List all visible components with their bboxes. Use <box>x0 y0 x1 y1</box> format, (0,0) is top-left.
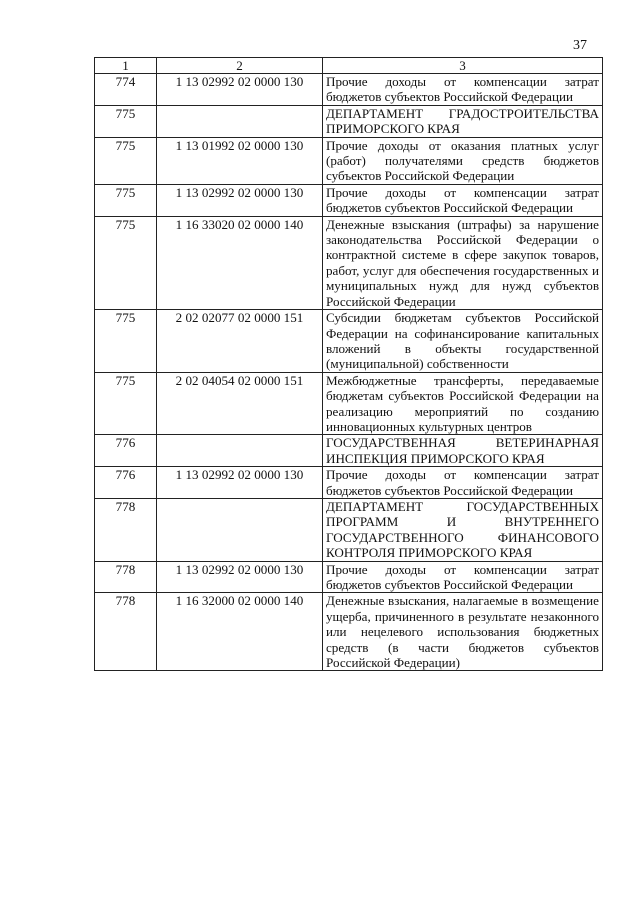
table-row <box>95 137 603 184</box>
revenue-code-cell: 1 16 33020 02 0000 140 <box>157 216 323 309</box>
department-name-cell: ДЕПАРТАМЕНТ ГРАДОСТРОИТЕЛЬСТВА ПРИМОРСКОГО КРАЯ <box>323 105 603 137</box>
revenue-code-cell <box>157 435 323 467</box>
table-row <box>95 74 603 106</box>
revenue-code-cell: 2 02 04054 02 0000 151 <box>157 372 323 435</box>
table-row <box>95 593 603 671</box>
admin-code-cell: 775 <box>95 310 157 373</box>
revenue-code-cell <box>157 105 323 137</box>
revenue-name-cell: Прочие доходы от компенсации затрат бюджетов субъектов Российской Федерации <box>323 74 603 106</box>
admin-code-cell: 778 <box>95 498 157 561</box>
table-row <box>95 561 603 593</box>
revenue-name-cell: Прочие доходы от компенсации затрат бюджетов субъектов Российской Федерации <box>323 561 603 593</box>
page-number: 37 <box>573 38 587 53</box>
admin-code-cell: 775 <box>95 184 157 216</box>
admin-code-cell: 776 <box>95 435 157 467</box>
department-name-cell: ГОСУДАРСТВЕННАЯ ВЕТЕРИНАРНАЯ ИНСПЕКЦИЯ ПРИМОРСКОГО КРАЯ <box>323 435 603 467</box>
admin-code-cell: 775 <box>95 137 157 184</box>
admin-code-cell: 774 <box>95 74 157 106</box>
revenue-code-cell: 1 13 01992 02 0000 130 <box>157 137 323 184</box>
table-row <box>95 184 603 216</box>
revenue-code-cell: 1 13 02992 02 0000 130 <box>157 467 323 499</box>
admin-code-cell: 775 <box>95 105 157 137</box>
revenue-code-cell: 2 02 02077 02 0000 151 <box>157 310 323 373</box>
revenue-name-cell: Прочие доходы от компенсации затрат бюджетов субъектов Российской Федерации <box>323 184 603 216</box>
admin-code-cell: 775 <box>95 216 157 309</box>
revenue-name-cell: Денежные взыскания, налагаемые в возмещение ущерба, причиненного в результате незаконного или нецелевого использования бюджетных средств (в части бюджетов субъектов Российской Федерации) <box>323 593 603 671</box>
table-row <box>95 467 603 499</box>
table-header-row <box>95 58 603 74</box>
column-header: 3 <box>323 58 603 74</box>
revenue-name-cell: Межбюджетные трансферты, передаваемые бюджетам субъектов Российской Федерации на реализацию мероприятий по созданию инновационных культурных центров <box>323 372 603 435</box>
column-header: 1 <box>95 58 157 74</box>
revenue-name-cell: Субсидии бюджетам субъектов Российской Федерации на софинансирование капитальных вложений в объекты государственной (муниципальной) собственности <box>323 310 603 373</box>
revenue-name-cell: Прочие доходы от оказания платных услуг (работ) получателями средств бюджетов субъектов Российской Федерации <box>323 137 603 184</box>
revenue-code-cell: 1 13 02992 02 0000 130 <box>157 184 323 216</box>
admin-code-cell: 778 <box>95 561 157 593</box>
admin-code-cell: 775 <box>95 372 157 435</box>
admin-code-cell: 778 <box>95 593 157 671</box>
table-row <box>95 372 603 435</box>
department-name-cell: ДЕПАРТАМЕНТ ГОСУДАРСТВЕННЫХ ПРОГРАММ И ВНУТРЕННЕГО ГОСУДАРСТВЕННОГО ФИНАНСОВОГО КОНТРОЛЯ ПРИМОРСКОГО КРАЯ <box>323 498 603 561</box>
column-header: 2 <box>157 58 323 74</box>
table-row <box>95 498 603 561</box>
revenue-code-cell <box>157 498 323 561</box>
admin-code-cell: 776 <box>95 467 157 499</box>
table-row <box>95 216 603 309</box>
revenue-code-cell: 1 13 02992 02 0000 130 <box>157 561 323 593</box>
revenue-code-table <box>94 57 603 671</box>
revenue-code-cell: 1 13 02992 02 0000 130 <box>157 74 323 106</box>
table-row <box>95 310 603 373</box>
table-row <box>95 435 603 467</box>
table-row <box>95 105 603 137</box>
revenue-name-cell: Прочие доходы от компенсации затрат бюджетов субъектов Российской Федерации <box>323 467 603 499</box>
revenue-code-cell: 1 16 32000 02 0000 140 <box>157 593 323 671</box>
revenue-name-cell: Денежные взыскания (штрафы) за нарушение законодательства Российской Федерации о контрактной системе в сфере закупок товаров, работ, услуг для обеспечения государственных и муниципальных нужд для нужд субъектов Российской Федерации <box>323 216 603 309</box>
